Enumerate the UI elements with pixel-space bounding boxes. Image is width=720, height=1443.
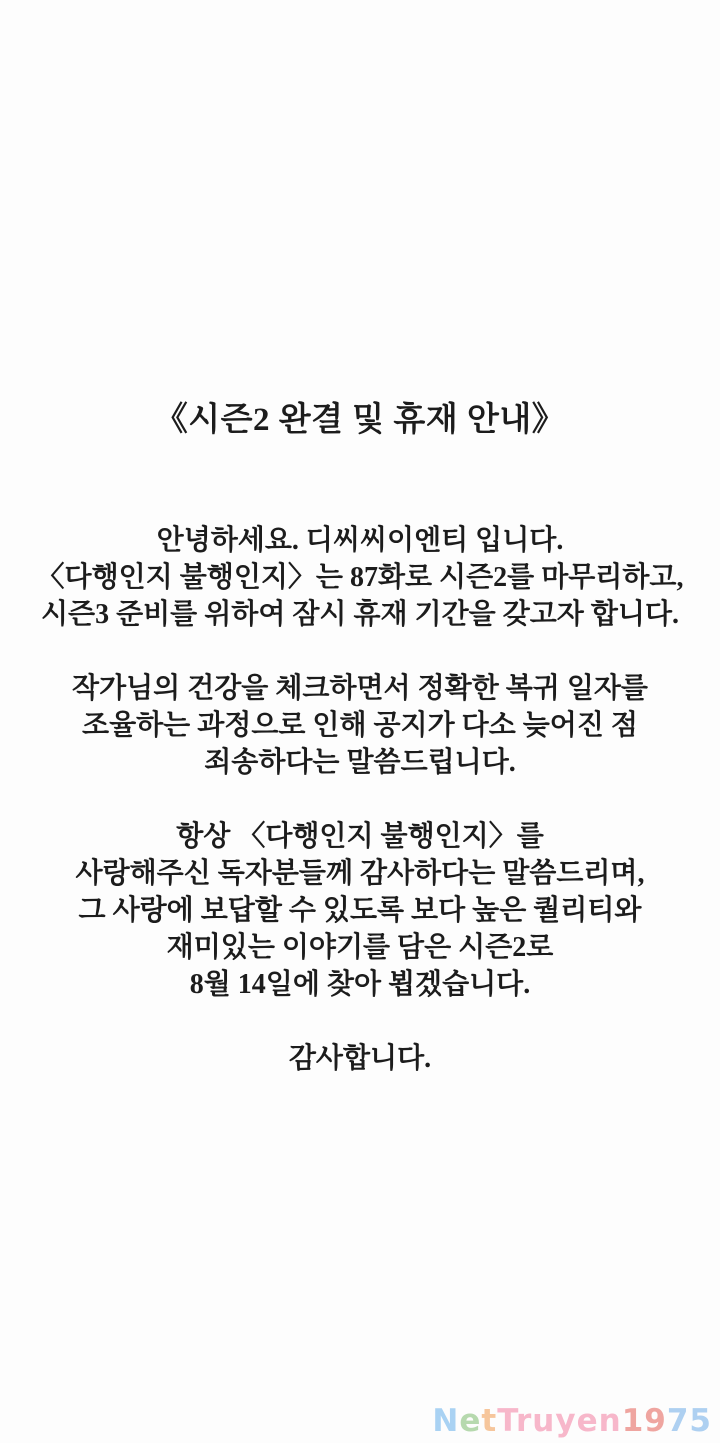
- watermark-letter: 5: [689, 1403, 712, 1439]
- notice-line: 조율하는 과정으로 인해 공지가 다소 늦어진 점: [82, 710, 638, 741]
- watermark-letter: 1: [621, 1403, 645, 1439]
- notice-paragraph: [20, 818, 700, 1003]
- watermark-letter: r: [515, 1403, 533, 1439]
- notice-line: 죄송하다는 말씀드립니다.: [204, 747, 516, 778]
- notice-line: 항상 〈다행인지 불행인지〉를: [176, 821, 544, 852]
- notice-line: 그 사랑에 보답할 수 있도록 보다 높은 퀄리티와: [78, 895, 642, 926]
- notice-line: 사랑해주신 독자분들께 감사하다는 말씀드리며,: [75, 858, 645, 889]
- watermark-letter: e: [576, 1403, 599, 1439]
- watermark-letter: 9: [644, 1403, 667, 1439]
- watermark-letter: n: [598, 1403, 622, 1439]
- notice-body: [20, 522, 700, 1114]
- watermark-letter: e: [459, 1403, 482, 1439]
- notice-line: 감사합니다.: [288, 1043, 432, 1074]
- watermark-letter: y: [555, 1403, 577, 1439]
- notice-line: 8월 14일에 찾아 뵙겠습니다.: [189, 969, 531, 1000]
- notice-line: 안녕하세요. 디씨씨이엔티 입니다.: [156, 525, 564, 556]
- watermark-letter: u: [532, 1403, 556, 1439]
- watermark-letter: T: [497, 1403, 516, 1439]
- site-watermark: [432, 1404, 712, 1438]
- notice-paragraph: [20, 1040, 700, 1077]
- notice-line: 재미있는 이야기를 담은 시즌2로: [166, 932, 554, 963]
- notice-paragraph: [20, 522, 700, 633]
- notice-title: 《시즌2 완결 및 휴재 안내》: [154, 402, 566, 438]
- watermark-letter: N: [432, 1403, 460, 1439]
- watermark-letter: t: [481, 1403, 498, 1439]
- notice-line: 작가님의 건강을 체크하면서 정확한 복귀 일자를: [72, 673, 648, 704]
- watermark-letter: 7: [666, 1403, 690, 1439]
- notice-line: 시즌3 준비를 위하여 잠시 휴재 기간을 갖고자 합니다.: [40, 599, 679, 630]
- notice-paragraph: [20, 670, 700, 781]
- notice-line: 〈다행인지 불행인지〉는 87화로 시즌2를 마무리하고,: [36, 562, 684, 593]
